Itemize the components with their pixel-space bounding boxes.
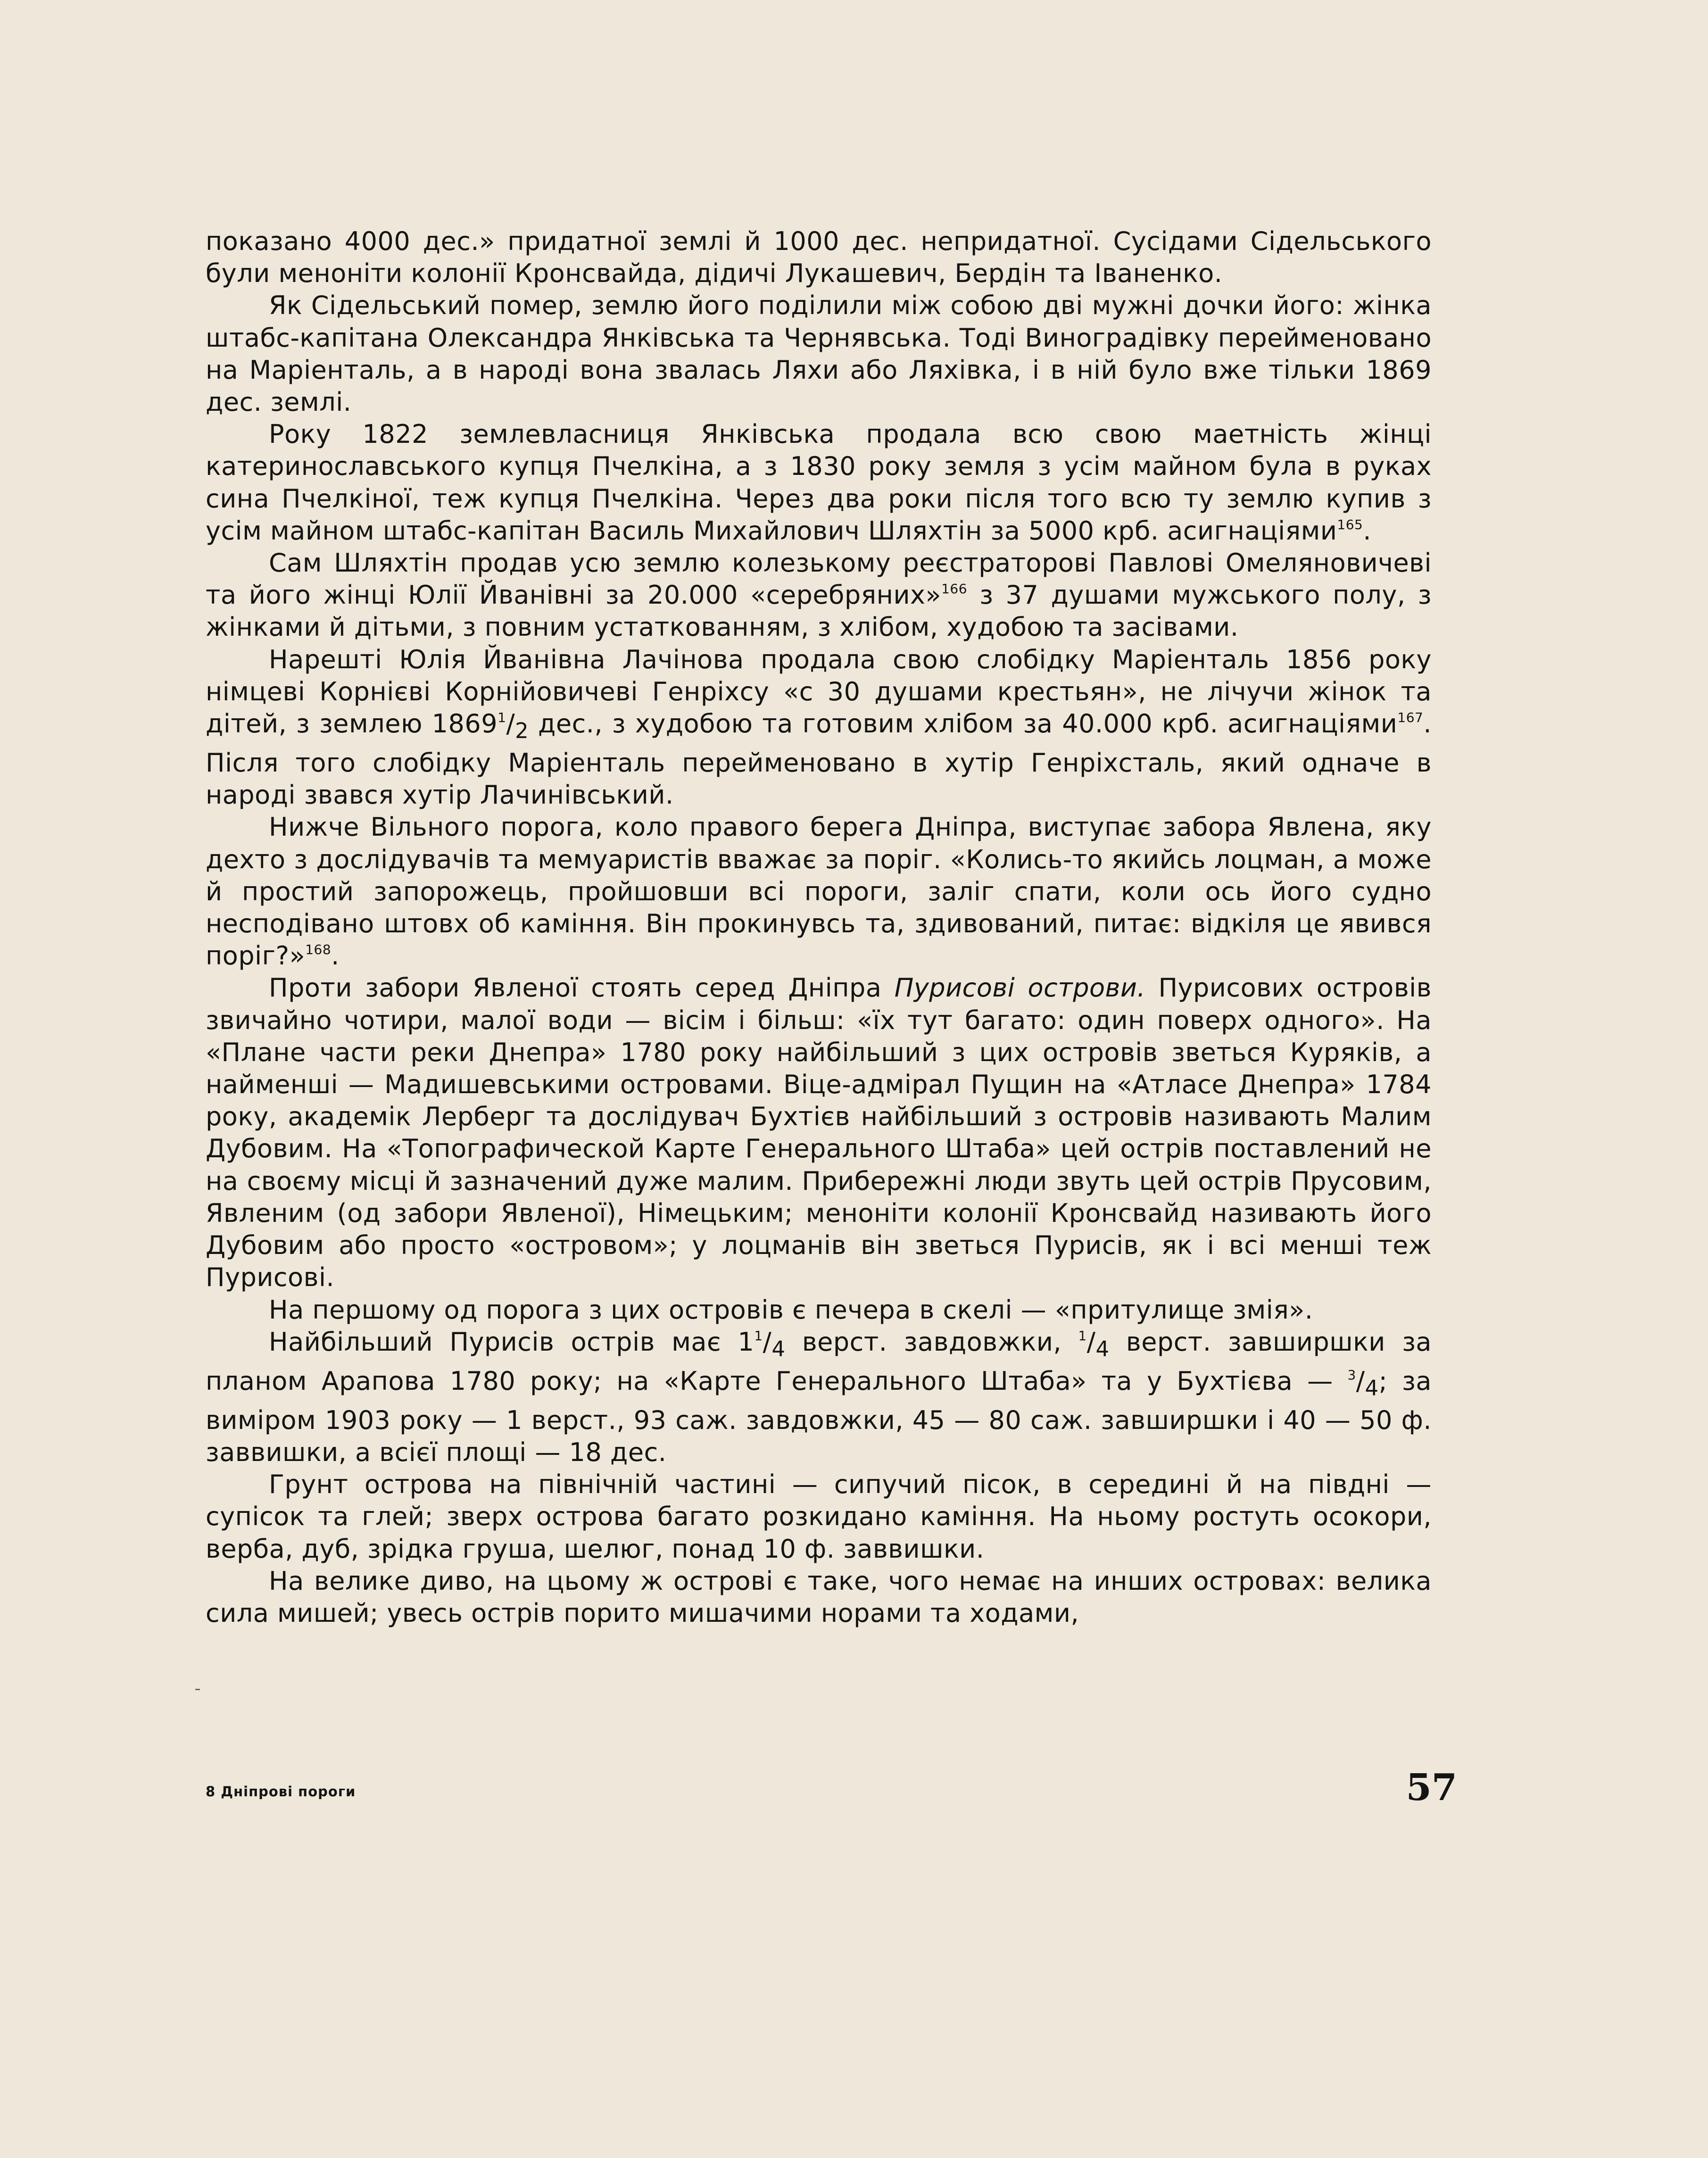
body-text [206,225,1432,1629]
footnote-marker: 166 [941,581,968,597]
paragraph [206,1469,1432,1565]
text-run: Сам Шляхтін продав усю землю колезькому реєстраторові Павлові Омеляновичеві та його жінці Юлії Йванівні за 20.000 «серебряних» [206,548,1432,610]
text-run: Найбільший Пурисів острів має 1 [269,1327,755,1357]
text-run: Як Сідельський помер, землю його поділили між собою дві мужні дочки його: жінка штабс-капітана Олександра Янківська та Чернявська. Тоді Виноградівку перейменовано на Маріенталь, а в народі вона звалась Ляхи або Ляхівка, і в ній було вже тільки 1869 дес. землі. [206,290,1432,417]
text-run: ; за виміром 1903 року — 1 верст., 93 саж. завдовжки, 45 — 80 саж. завширшки і 40 — 50 ф. заввишки, а всієї площі — 18 дес. [206,1366,1432,1467]
paragraph [206,1565,1432,1629]
paragraph [206,547,1432,644]
footnote-marker: 1 [754,1328,763,1344]
text-run: На першому од порога з цих островів є печера в скелі — «притулище змія». [269,1295,1313,1325]
paragraph [206,972,1432,1294]
text-run: верст. завдовжки, [785,1327,1078,1357]
paragraph [206,811,1432,972]
text-run: Проти забори Явленої стоять серед Дніпра [269,973,895,1003]
paragraph [206,644,1432,812]
text-run: Пурисових островів звичайно чотири, малої води — вісім і більш: «їх тут багато: один поверх одного». На «Плане части реки Днепра» 1780 року найбільший з цих островів зветься Куряків, а найменші — Мадишевськими островами. Віце-адмірал Пущин на «Атласе Днепра» 1784 року, академік Лерберг та дослідувач Бухтієв найбільший з островів називають Малим Дубовим. На «Топографической Карте Генерального Штаба» цей острів поставлений не на своєму місці й зазначений дуже малим. Прибережні люди звуть цей острів Прусовим, Явленим (од забори Явленої), Німецьким; меноніти колонії Кронсвайд називають його Дубовим або просто «островом»; у лоцманів він зветься Пурисів, як і всі менші теж Пурисові. [206,973,1432,1293]
paragraph [206,418,1432,547]
text-run: верст. завширшки за планом Арапова 1780 року; на «Карте Генерального Штаба» та у Бухтієва — [206,1327,1432,1396]
footnote-marker: 168 [305,942,332,958]
text-run: / [1086,1327,1096,1357]
footnote-marker: 1 [1078,1328,1087,1344]
text-run: / [506,709,515,739]
paragraph [206,1326,1432,1469]
footnote-marker: 3 [1347,1367,1356,1383]
footnote-marker: 167 [1397,710,1424,726]
text-run: . [1363,515,1372,546]
fraction-denominator: 4 [771,1336,786,1361]
fraction-denominator: 2 [515,718,529,743]
text-run: . [331,941,340,971]
text-run: дес., з худобою та готовим хлібом за 40.000 крб. асигнаціями [529,709,1398,739]
text-run: Року 1822 землевласниця Янківська продала всю свою маетність жінці катеринославського купця Пчелкіна, а з 1830 року земля з усім майном була в руках сина Пчелкіної, теж купця Пчелкіна. Через два роки після того всю ту землю купив з усім майном штабс-капітан Василь Михайлович Шляхтін за 5000 крб. асигнаціями [206,419,1432,546]
text-run: Нижче Вільного порога, коло правого берега Дніпра, виступає забора Явлена, яку дехто з дослідувачів та мемуаристів вважає за поріг. «Колись-то якийсь лоцман, а може й простий запорожець, пройшовши всі пороги, заліг спати, коли ось його судно несподівано штовх об каміння. Він прокинувсь та, здивований, питає: відкіля це явився поріг?» [206,812,1432,971]
footnote-marker: 165 [1337,516,1363,532]
text-run: / [763,1327,772,1357]
text-run: з 37 душами мужського полу, з жінками й дітьми, з повним устаткованням, з хлібом, худобою та засівами. [206,580,1432,642]
printer-signature: 8 Дніпрові пороги [206,1784,356,1800]
text-run: Грунт острова на північній частині — сипучий пісок, в середині й на півдні — супісок та глей; зверх острова багато розкидано каміння. На ньому ростуть осокори, верба, дуб, зрідка груша, шелюг, понад 10 ф. заввишки. [206,1469,1432,1564]
paragraph [206,225,1432,290]
text-run: . Після того слобідку Маріенталь перейменовано в хутір Генріхсталь, який одначе в народі звався хутір Лачинівський. [206,709,1432,810]
fraction-denominator: 4 [1095,1336,1110,1361]
text-run: / [1356,1366,1365,1396]
fraction-denominator: 4 [1365,1375,1379,1401]
text-run: показано 4000 дес.» придатної землі й 1000 дес. непридатної. Сусідами Сідельського були меноніти колонії Кронсвайда, дідичі Лукашевич, Бердін та Іваненко. [206,226,1432,289]
italic-phrase: Пурисові острови. [894,973,1146,1003]
footnote-marker: 1 [497,710,506,726]
stray-mark [195,1689,200,1690]
text-run: На велике диво, на цьому ж острові є таке, чого немає на инших островах: велика сила мишей; увесь острів порито мишачими норами та ходами, [206,1566,1432,1628]
paragraph [206,290,1432,418]
page-number: 57 [1406,1766,1457,1809]
paragraph [206,1294,1432,1326]
text-run: Нарешті Юлія Йванівна Лачінова продала свою слобідку Маріенталь 1856 року німцеві Корнієві Корнійовичеві Генріхсу «с 30 душами крестьян», не лічучи жінок та дітей, з землею 1869 [206,644,1432,739]
